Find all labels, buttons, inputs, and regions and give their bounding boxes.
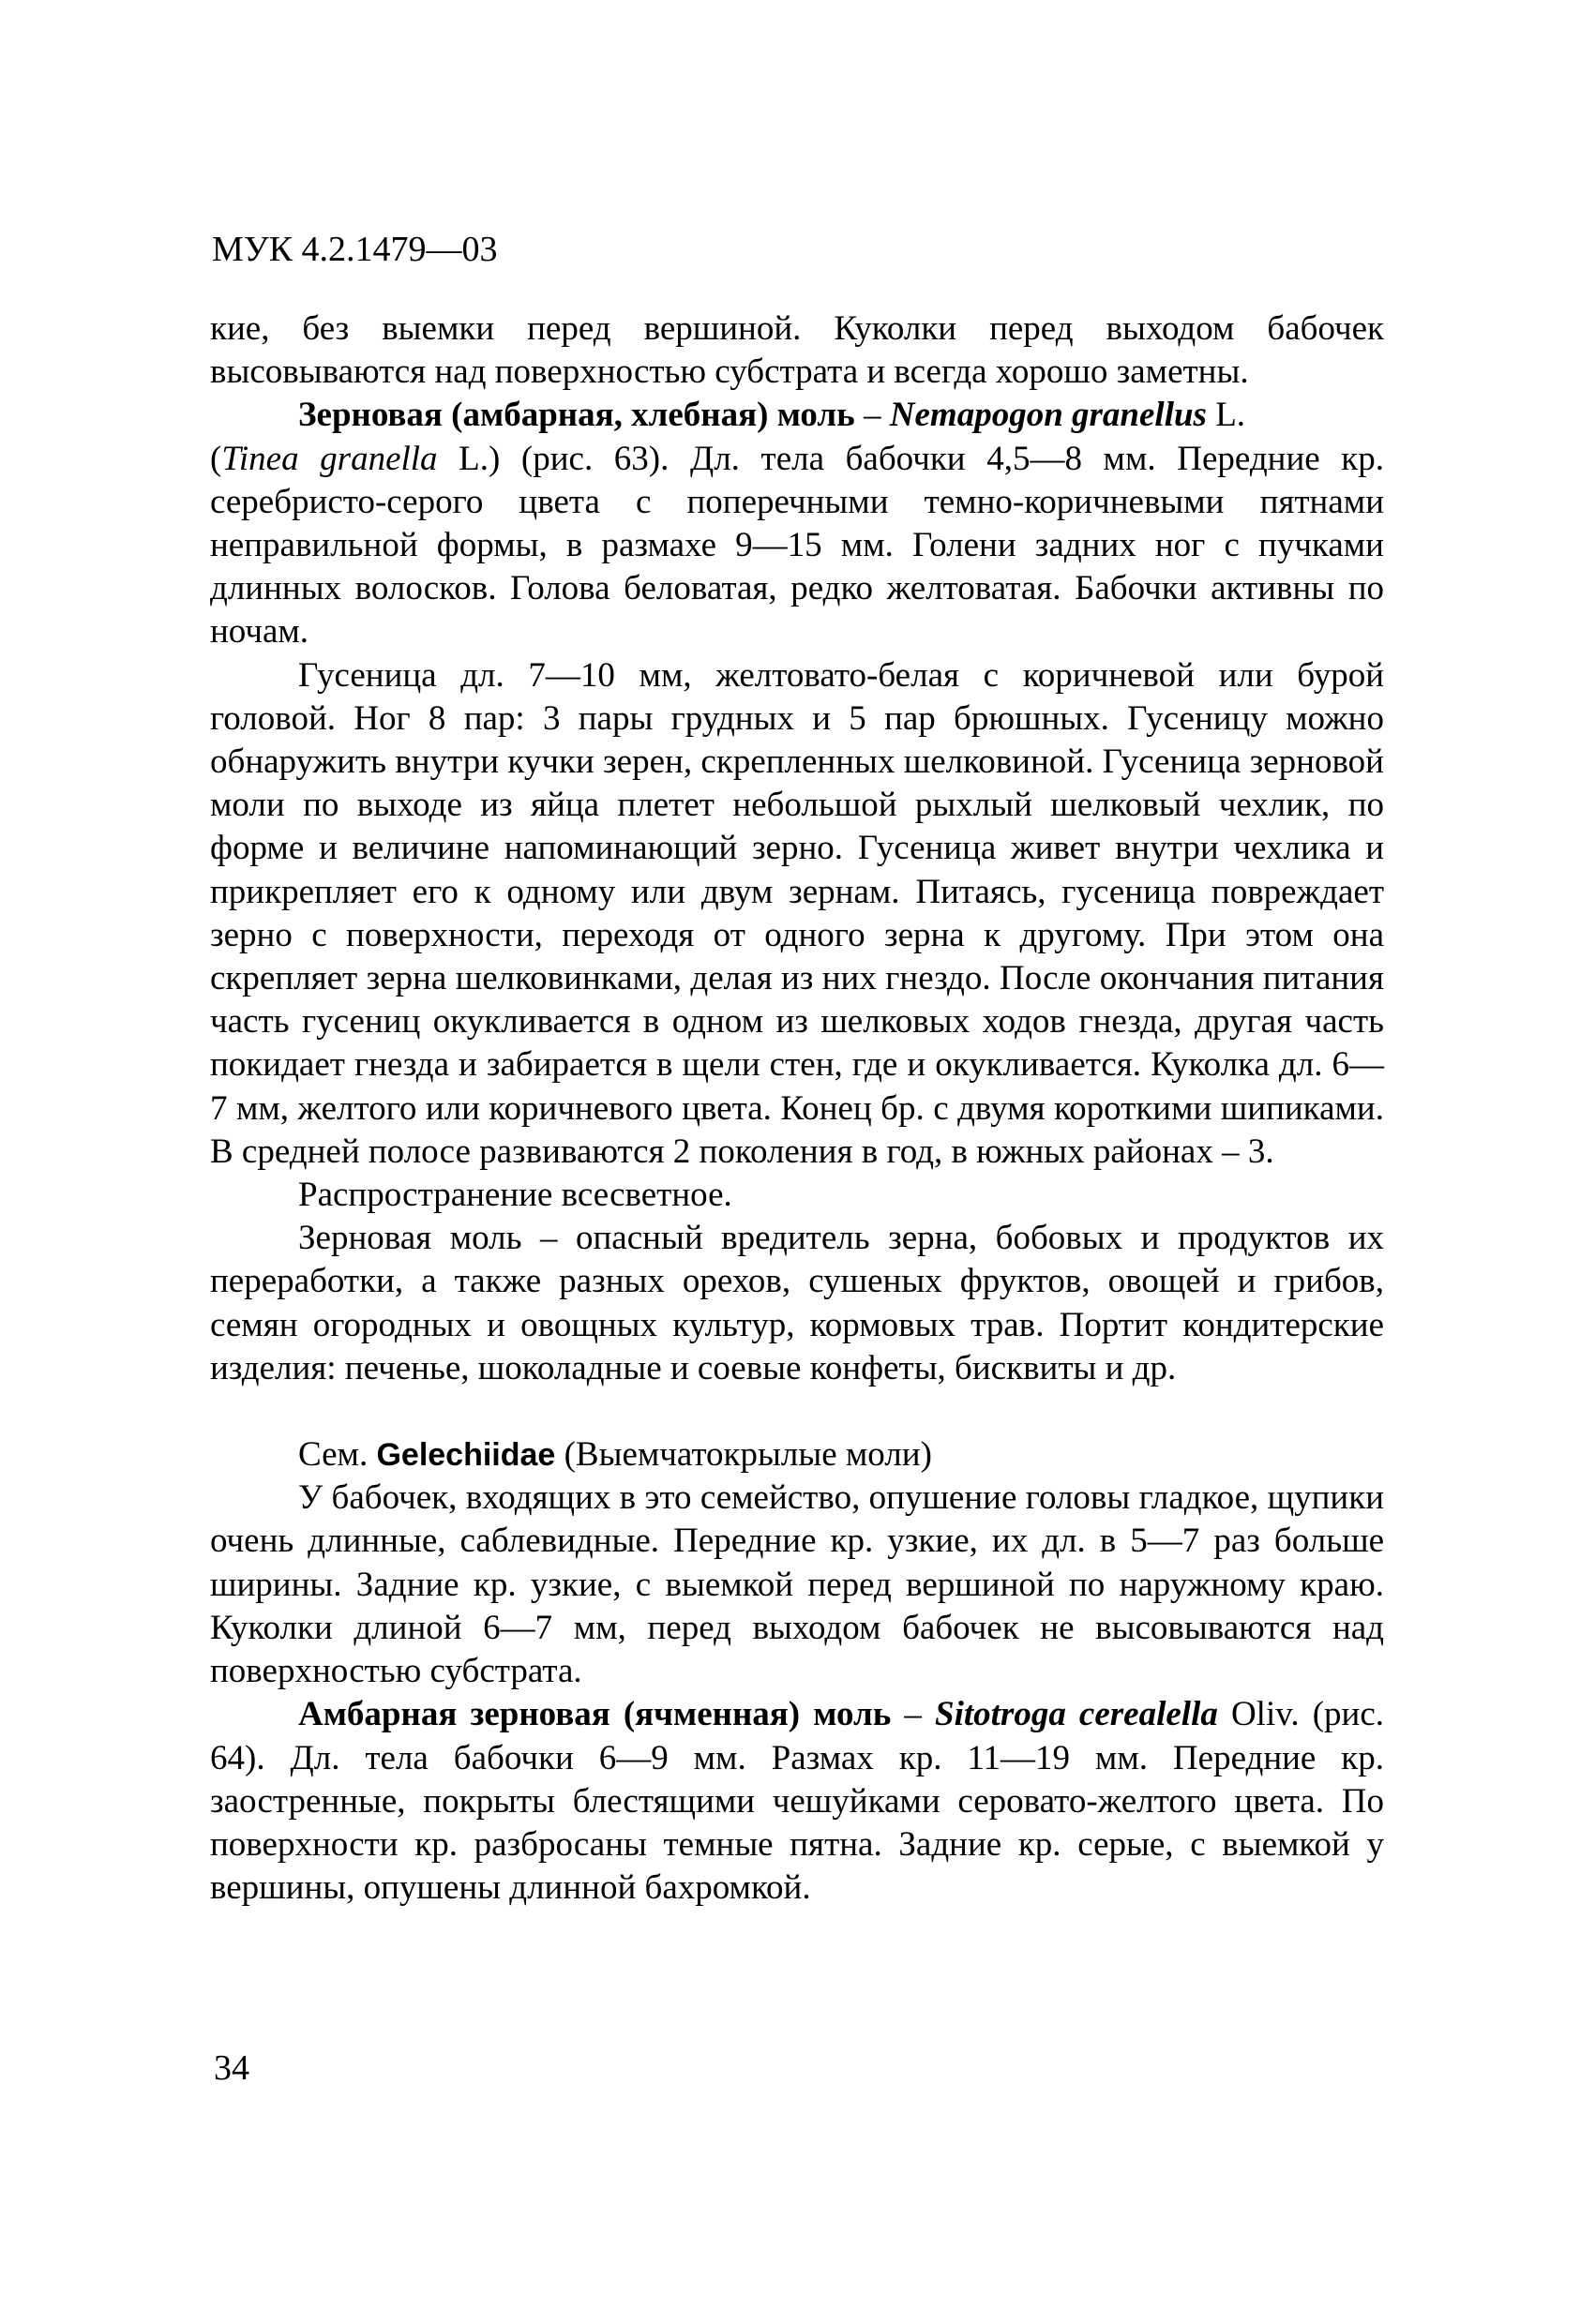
family-name: Gelechiidae <box>376 1437 556 1474</box>
main-text <box>210 307 1384 1910</box>
paragraph-harm: Зерновая моль – опасный вредитель зерна, бобовых и продуктов их переработки, а также разных орехов, сушеных фруктов, овощей и грибов, семян огородных и овощных культур, кормовых трав. Портит кондитерские изделия: печенье, шоколадные и соевые конфеты, бисквиты и др. <box>210 1219 1384 1387</box>
synonym-open: ( <box>210 439 222 478</box>
latin-name: Sitotroga cerealella <box>935 1695 1218 1734</box>
synonym-latin: Tinea granella <box>221 439 438 478</box>
species-title: Зерновая (амбарная, хлебная) моль <box>298 396 855 435</box>
paragraph-caterpillar: Гусеница дл. 7—10 мм, желтовато-белая с коричневой или бурой головой. Ног 8 пар: 3 пары грудных и 5 пар брюшных. Гусеницу можно обнаружить внутри кучки зерен, скрепленных шелковиной. Гусеница зерновой моли по выходе из яйца плетет небольшой рыхлый шелковый чехлик, по форме и величине напоминающий зерно. Гусеница живет внутри чехлика и прикрепляет его к одному или двум зернам. Питаясь, гусеница повреждает зерно с поверхности, переходя от одного зерна к другому. При этом она скрепляет зерна шелковинками, делая из них гнездо. После окончания питания часть гусениц окукливается в одном из шелковых ходов гнезда, другая часть покидает гнезда и забирается в щели стен, где и окукливается. Куколка дл. 6—7 мм, желтого или коричневого цвета. Конец бр. с двумя короткими шипиками. В средней полосе развиваются 2 поколения в год, в южных районах – 3. <box>210 655 1384 1171</box>
author: L. <box>1206 396 1246 435</box>
page-number: 34 <box>214 2048 249 2088</box>
section-heading <box>210 1433 1384 1477</box>
description: Oliv. (рис. 64). Дл. тела бабочки 6—9 мм. Размах кр. 11—19 мм. Передние кр. заостренные, покрыты блестящими чешуйками серовато-желтого цвета. По поверхности кр. разбросаны темные пятна. Задние кр. серые, с выемкой у вершины, опушены длинной бахромкой. <box>210 1695 1384 1908</box>
paragraph-sitotroga <box>210 1693 1384 1910</box>
family-russian: (Выемчатокрылые моли) <box>555 1435 932 1475</box>
dash: – <box>891 1695 935 1734</box>
paragraph-nemapogon <box>210 394 1384 653</box>
description: L.) (рис. 63). Дл. тела бабочки 4,5—8 мм. Передние кр. серебристо-серого цвета с поперечными темно-коричневыми пятнами неправильной формы, в размахе 9—15 мм. Голени задних ног с пучками длинных волосков. Голова беловатая, редко желтоватая. Бабочки активны по ночам. <box>210 439 1384 652</box>
paragraph-family-description: У бабочек, входящих в это семейство, опушение головы гладкое, щупики очень длинные, саблевидные. Передние кр. узкие, их дл. в 5—7 раз больше ширины. Задние кр. узкие, с выемкой перед вершиной по наружному краю. Куколки длиной 6—7 мм, перед выходом бабочек не высовываются над поверхностью субстрата. <box>210 1478 1384 1691</box>
paragraph-continuation: кие, без выемки перед вершиной. Куколки перед выходом бабочек высовываются над поверхностью субстрата и всегда хорошо заметны. <box>210 309 1384 392</box>
dash: – <box>854 396 890 435</box>
section-prefix: Сем. <box>298 1435 377 1475</box>
running-header: МУК 4.2.1479—03 <box>212 230 498 269</box>
paragraph-distribution: Распространение всесветное. <box>298 1176 732 1215</box>
species-title: Амбарная зерновая (ячменная) моль <box>298 1695 892 1734</box>
latin-name: Nemapogon granellus <box>889 396 1207 435</box>
